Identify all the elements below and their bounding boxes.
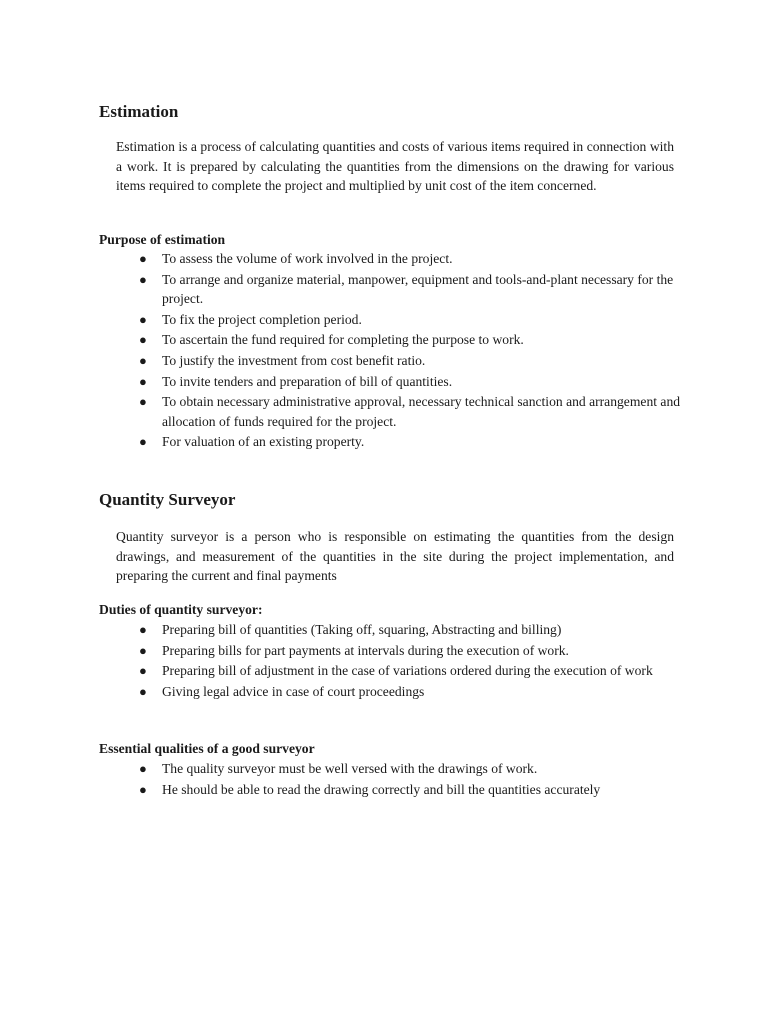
bullet-icon: ● <box>139 663 147 679</box>
list-item: ● To obtain necessary administrative approval, necessary technical sanction and arrangement and allocation of funds required for the project. <box>139 394 681 429</box>
bullet-icon: ● <box>139 434 147 450</box>
list-item: ● To fix the project completion period. <box>0 310 682 330</box>
list-item: ● To assess the volume of work involved in the project. <box>0 249 682 269</box>
bullet-icon: ● <box>139 373 147 389</box>
bullet-icon: ● <box>139 683 147 699</box>
surveyor-intro: Quantity surveyor is a person who is responsible on estimating the quantities from the design drawings, and measurement of the quantities in the site during the project implementation, and preparing the current and final payments <box>116 529 674 584</box>
qualities-list <box>0 759 768 800</box>
list-item: ● The quality surveyor must be well versed with the drawings of work. <box>0 759 682 779</box>
bullet-icon: ● <box>139 311 147 327</box>
bullet-icon: ● <box>139 394 147 410</box>
bullet-icon: ● <box>139 251 147 266</box>
bullet-icon: ● <box>139 642 147 658</box>
list-item: ● He should be able to read the drawing correctly and bill the quantities accurately <box>0 780 682 800</box>
bullet-icon: ● <box>139 352 147 368</box>
estimation-heading: Estimation <box>99 102 179 121</box>
list-item: ● Preparing bill of adjustment in the case of variations ordered during the execution of work <box>0 661 682 681</box>
qualities-heading: Essential qualities of a good surveyor <box>99 741 315 756</box>
list-item: ● For valuation of an existing property. <box>0 432 682 452</box>
quantity-surveyor-heading: Quantity Surveyor <box>99 490 236 509</box>
list-item: ● To ascertain the fund required for completing the purpose to work. <box>0 330 682 350</box>
list-item: ● To justify the investment from cost benefit ratio. <box>0 351 682 371</box>
list-item: ● Giving legal advice in case of court proceedings <box>0 682 682 702</box>
list-item: ● To arrange and organize material, manpower, equipment and tools-and-plant necessary for the project. <box>139 271 674 307</box>
duties-heading: Duties of quantity surveyor: <box>99 602 263 617</box>
estimation-intro: Estimation is a process of calculating quantities and costs of various items required in connection with a work. It is prepared by calculating the quantities from the dimensions on the drawing for various items required to complete the project and multiplied by unit cost of the item concerned. <box>116 139 674 194</box>
purpose-heading: Purpose of estimation <box>99 232 226 247</box>
bullet-icon: ● <box>139 622 147 637</box>
bullet-icon: ● <box>139 781 147 797</box>
list-item: ● To invite tenders and preparation of bill of quantities. <box>0 372 682 392</box>
list-item: ● Preparing bill of quantities (Taking off, squaring, Abstracting and billing) <box>0 620 682 640</box>
bullet-icon: ● <box>139 332 147 348</box>
duties-list <box>0 620 768 702</box>
bullet-icon: ● <box>139 271 147 287</box>
bullet-icon: ● <box>139 761 147 776</box>
purpose-list <box>0 249 768 453</box>
list-item: ● Preparing bills for part payments at intervals during the execution of work. <box>0 641 682 661</box>
